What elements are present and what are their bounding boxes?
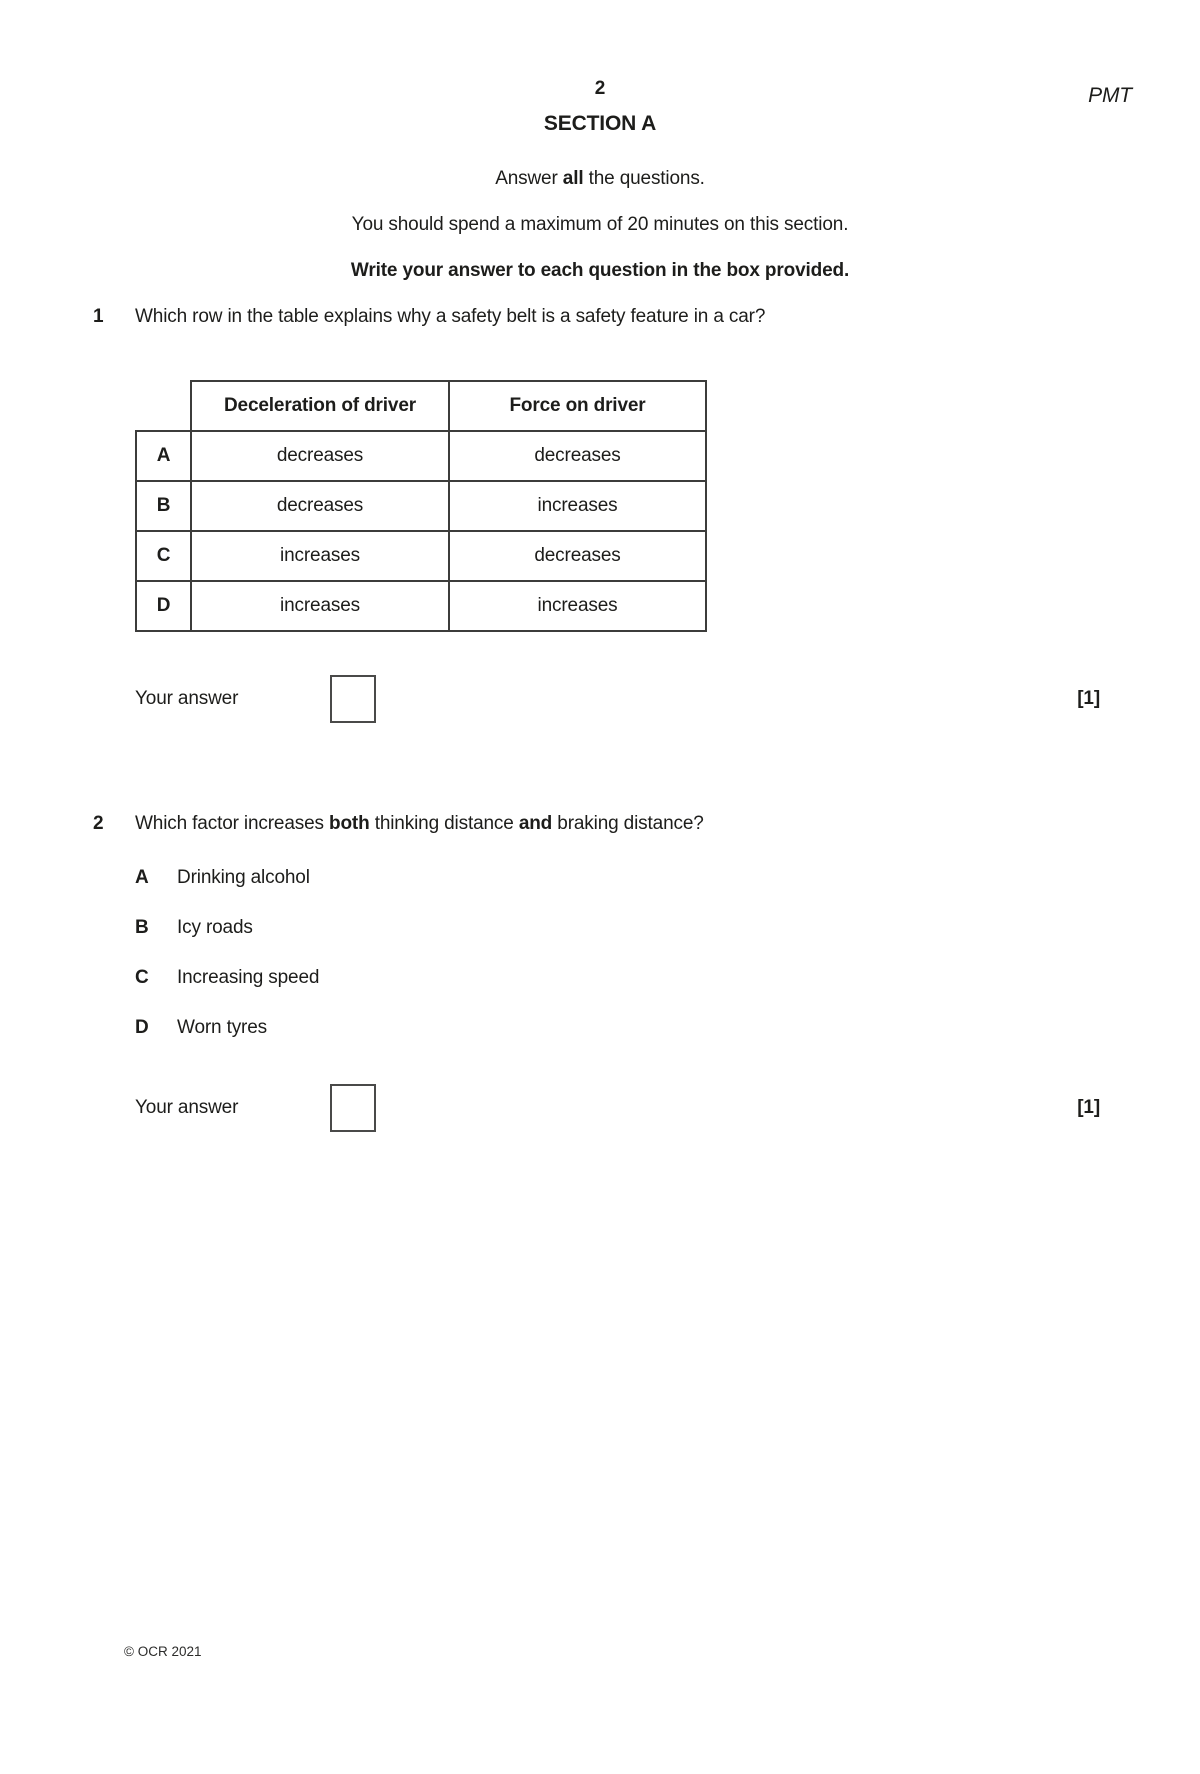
question-2-option-c [135, 967, 1200, 989]
table-row [136, 481, 706, 531]
question-2-number: 2 [93, 813, 104, 834]
question-1-answer-row [135, 675, 1100, 723]
question-1-table [135, 380, 707, 632]
instruction-answer-bold: all [562, 168, 584, 189]
option-d-text: Worn tyres [177, 1017, 268, 1038]
instruction-answer-post: the questions. [583, 168, 705, 189]
question-1-number: 1 [93, 306, 104, 327]
table-header-row [136, 381, 706, 431]
question-2-option-b [135, 917, 1200, 939]
column-header-force: Force on driver [449, 381, 706, 431]
question-2-text-post: braking distance? [552, 813, 704, 834]
question-1-marks: [1] [1077, 688, 1100, 709]
table-corner-cell [136, 381, 191, 431]
table-row [136, 431, 706, 481]
column-header-deceleration: Deceleration of driver [191, 381, 449, 431]
question-1-text: Which row in the table explains why a safety belt is a safety feature in a car? [135, 306, 766, 327]
question-2-option-d [135, 1017, 1200, 1039]
table-cell: decreases [191, 431, 449, 481]
table-cell: increases [449, 581, 706, 631]
option-a-label: A [135, 867, 149, 888]
table-row [136, 581, 706, 631]
question-1-answer-box[interactable] [330, 675, 376, 723]
question-2-answer-row [135, 1084, 1100, 1132]
pmt-watermark: PMT [1088, 84, 1132, 107]
instruction-answer-all [0, 168, 1200, 190]
question-2-text-mid: thinking distance [369, 813, 519, 834]
table-cell: decreases [449, 531, 706, 581]
option-b-text: Icy roads [177, 917, 253, 938]
instruction-answer-pre: Answer [495, 168, 563, 189]
question-2 [0, 813, 1200, 835]
option-b-label: B [135, 917, 149, 938]
table-cell: increases [449, 481, 706, 531]
option-c-text: Increasing speed [177, 967, 320, 988]
option-a-text: Drinking alcohol [177, 867, 310, 888]
option-d-label: D [135, 1017, 149, 1038]
instruction-time-limit: You should spend a maximum of 20 minutes on this section. [351, 214, 849, 235]
question-2-text [135, 813, 1200, 835]
table-cell: decreases [449, 431, 706, 481]
question-2-marks: [1] [1077, 1097, 1100, 1118]
option-c-label: C [135, 967, 149, 988]
row-label-d: D [136, 581, 191, 631]
question-2-option-a [135, 867, 1200, 889]
question-2-text-and: and [518, 813, 553, 834]
section-title: SECTION A [543, 112, 657, 135]
instruction-write-answer: Write your answer to each question in the box provided. [350, 260, 850, 281]
table-cell: increases [191, 531, 449, 581]
row-label-c: C [136, 531, 191, 581]
question-1-answer-label: Your answer [135, 688, 239, 709]
table-row [136, 531, 706, 581]
row-label-a: A [136, 431, 191, 481]
table-cell: increases [191, 581, 449, 631]
row-label-b: B [136, 481, 191, 531]
question-1 [0, 306, 1200, 328]
question-2-text-both: both [329, 813, 370, 834]
page-number: 2 [594, 78, 606, 99]
question-2-answer-box[interactable] [330, 1084, 376, 1132]
question-2-text-pre: Which factor increases [135, 813, 330, 834]
question-2-answer-label: Your answer [135, 1097, 239, 1118]
footer-copyright: © OCR 2021 [124, 1644, 202, 1659]
table-cell: decreases [191, 481, 449, 531]
